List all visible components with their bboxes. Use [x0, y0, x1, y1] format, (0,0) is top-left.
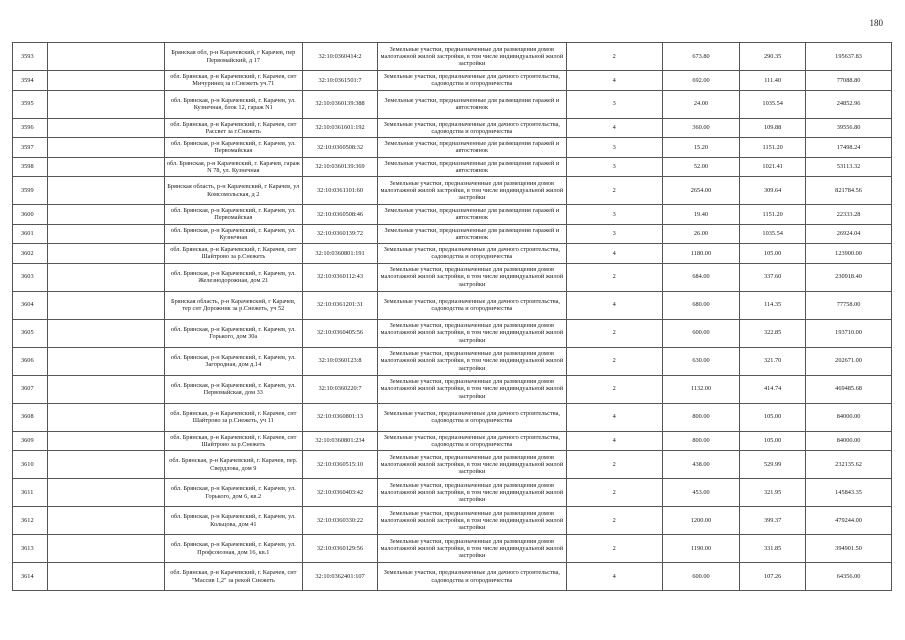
group-cell: 2 [566, 375, 662, 403]
cadastral-value-cell: 26924.04 [806, 224, 892, 244]
group-cell: 2 [566, 507, 662, 535]
unit-value-cell: 109.88 [740, 118, 806, 138]
cadastral-number-cell: 32:10:0361201:31 [302, 291, 377, 319]
area-cell: 2654.00 [662, 177, 739, 205]
cadastral-number-cell: 32:10:0360330:22 [302, 507, 377, 535]
cadastral-number-cell: 32:10:0361501:7 [302, 71, 377, 91]
empty-cell [47, 205, 164, 225]
area-cell: 15.20 [662, 138, 739, 158]
address-cell: обл. Брянская, р-н Карачевский, г. Карачев, снт Шайтрово за р.Снежеть [164, 431, 302, 451]
group-cell: 4 [566, 71, 662, 91]
table-row [13, 263, 892, 291]
row-number: 3594 [13, 71, 48, 91]
row-number: 3607 [13, 375, 48, 403]
table-row [13, 118, 892, 138]
land-use-cell: Земельные участки, предназначенные для размещения гаражей и автостоянок [378, 224, 566, 244]
cadastral-number-cell: 32:10:0362401:107 [302, 563, 377, 591]
table-row [13, 403, 892, 431]
cadastral-number-cell: 32:10:0360515:10 [302, 451, 377, 479]
address-cell: обл. Брянская, р-н Карачевский, г. Карачев, снт Рассвет за г.Снежеть [164, 118, 302, 138]
empty-cell [47, 291, 164, 319]
address-cell: обл. Брянская, р-н Карачевский, г. Карачев, снт Шайтрово за р.Снежеть, уч 11 [164, 403, 302, 431]
land-use-cell: Земельные участки, предназначенные для размещения гаражей и автостоянок [378, 205, 566, 225]
group-cell: 3 [566, 138, 662, 158]
cadastral-value-cell: 53113.32 [806, 157, 892, 177]
cadastral-number-cell: 32:10:0360403:42 [302, 479, 377, 507]
group-cell: 2 [566, 479, 662, 507]
row-number: 3593 [13, 43, 48, 71]
land-use-cell: Земельные участки, предназначенные для размещения домов малоэтажной жилой застройки, в том числе индивидуальной жилой застройки [378, 535, 566, 563]
address-cell: обл. Брянская, р-н Карачевский, г. Карачев, снт "Массив 1,2" за рекой Снежеть [164, 563, 302, 591]
land-use-cell: Земельные участки, предназначенные для дачного строительства, садоводства и огородничества [378, 431, 566, 451]
area-cell: 1132.00 [662, 375, 739, 403]
land-use-cell: Земельные участки, предназначенные для размещения домов малоэтажной жилой застройки, в том числе индивидуальной жилой застройки [378, 263, 566, 291]
cadastral-number-cell: 32:10:0360123:8 [302, 347, 377, 375]
row-number: 3596 [13, 118, 48, 138]
area-cell: 19.40 [662, 205, 739, 225]
row-number: 3597 [13, 138, 48, 158]
cadastral-value-cell: 145843.35 [806, 479, 892, 507]
empty-cell [47, 451, 164, 479]
cadastral-value-cell: 77088.80 [806, 71, 892, 91]
unit-value-cell: 337.60 [740, 263, 806, 291]
area-cell: 1190.00 [662, 535, 739, 563]
table-row [13, 157, 892, 177]
cadastral-value-table [12, 42, 892, 591]
land-use-cell: Земельные участки, предназначенные для размещения домов малоэтажной жилой застройки, в том числе индивидуальной жилой застройки [378, 177, 566, 205]
table-row [13, 563, 892, 591]
row-number: 3614 [13, 563, 48, 591]
unit-value-cell: 322.85 [740, 319, 806, 347]
table-row [13, 431, 892, 451]
land-use-cell: Земельные участки, предназначенные для размещения домов малоэтажной жилой застройки, в том числе индивидуальной жилой застройки [378, 451, 566, 479]
unit-value-cell: 331.85 [740, 535, 806, 563]
area-cell: 1180.00 [662, 244, 739, 264]
cadastral-value-cell: 479244.00 [806, 507, 892, 535]
cadastral-number-cell: 32:10:0360220:7 [302, 375, 377, 403]
area-cell: 360.00 [662, 118, 739, 138]
cadastral-value-cell: 232135.62 [806, 451, 892, 479]
group-cell: 3 [566, 90, 662, 118]
row-number: 3613 [13, 535, 48, 563]
empty-cell [47, 157, 164, 177]
row-number: 3598 [13, 157, 48, 177]
group-cell: 2 [566, 319, 662, 347]
area-cell: 684.00 [662, 263, 739, 291]
cadastral-value-cell: 39556.80 [806, 118, 892, 138]
group-cell: 4 [566, 291, 662, 319]
row-number: 3611 [13, 479, 48, 507]
cadastral-number-cell: 32:10:0360801:13 [302, 403, 377, 431]
cadastral-value-cell: 394901.50 [806, 535, 892, 563]
unit-value-cell: 321.70 [740, 347, 806, 375]
area-cell: 692.00 [662, 71, 739, 91]
cadastral-value-cell: 202671.00 [806, 347, 892, 375]
address-cell: Брянская обл, р-н Карачевский, г Карачев, пер Первомайский, д 17 [164, 43, 302, 71]
empty-cell [47, 244, 164, 264]
empty-cell [47, 118, 164, 138]
cadastral-value-cell: 64356.00 [806, 563, 892, 591]
cadastral-number-cell: 32:10:0360139:72 [302, 224, 377, 244]
table-row [13, 205, 892, 225]
area-cell: 680.00 [662, 291, 739, 319]
address-cell: Брянская область, р-н Карачевский, г Карачев, ул Комсомольская, д 2 [164, 177, 302, 205]
empty-cell [47, 535, 164, 563]
table-row [13, 244, 892, 264]
cadastral-number-cell: 32:10:0360508:46 [302, 205, 377, 225]
empty-cell [47, 43, 164, 71]
unit-value-cell: 1151.20 [740, 205, 806, 225]
group-cell: 2 [566, 177, 662, 205]
empty-cell [47, 138, 164, 158]
land-use-cell: Земельные участки, предназначенные для дачного строительства, садоводства и огородничества [378, 563, 566, 591]
area-cell: 26.00 [662, 224, 739, 244]
cadastral-value-cell: 193710.00 [806, 319, 892, 347]
cadastral-value-cell: 230918.40 [806, 263, 892, 291]
unit-value-cell: 111.40 [740, 71, 806, 91]
area-cell: 1200.00 [662, 507, 739, 535]
table-row [13, 43, 892, 71]
table-row [13, 451, 892, 479]
cadastral-value-cell: 22333.28 [806, 205, 892, 225]
cadastral-number-cell: 32:10:0360414:2 [302, 43, 377, 71]
unit-value-cell: 1151.20 [740, 138, 806, 158]
area-cell: 453.00 [662, 479, 739, 507]
table-row [13, 71, 892, 91]
land-use-cell: Земельные участки, предназначенные для дачного строительства, садоводства и огородничества [378, 403, 566, 431]
address-cell: обл. Брянская, р-н Карачевский, г. Карачев, ул. Первомайская [164, 205, 302, 225]
table-row [13, 291, 892, 319]
empty-cell [47, 319, 164, 347]
unit-value-cell: 107.26 [740, 563, 806, 591]
land-use-cell: Земельные участки, предназначенные для размещения домов малоэтажной жилой застройки, в том числе индивидуальной жилой застройки [378, 507, 566, 535]
group-cell: 4 [566, 431, 662, 451]
group-cell: 2 [566, 451, 662, 479]
cadastral-value-cell: 469485.68 [806, 375, 892, 403]
group-cell: 2 [566, 43, 662, 71]
address-cell: обл. Брянская, р-н Карачевский, г. Карачев, ул. Кузнечная, блок 12, гараж N1 [164, 90, 302, 118]
empty-cell [47, 563, 164, 591]
area-cell: 673.80 [662, 43, 739, 71]
cadastral-value-cell: 84000.00 [806, 431, 892, 451]
row-number: 3609 [13, 431, 48, 451]
table-row [13, 479, 892, 507]
row-number: 3608 [13, 403, 48, 431]
land-use-cell: Земельные участки, предназначенные для дачного строительства, садоводства и огородничества [378, 71, 566, 91]
row-number: 3604 [13, 291, 48, 319]
group-cell: 3 [566, 224, 662, 244]
row-number: 3603 [13, 263, 48, 291]
table-body [13, 43, 892, 591]
unit-value-cell: 309.64 [740, 177, 806, 205]
group-cell: 3 [566, 157, 662, 177]
row-number: 3599 [13, 177, 48, 205]
address-cell: обл. Брянская, р-н Карачевский, г. Карачев, ул. Железнодорожная, дом 21 [164, 263, 302, 291]
unit-value-cell: 399.37 [740, 507, 806, 535]
address-cell: Брянская область, р-н Карачевский, г Карачев, тер снт Дорожник за р.Снежеть, уч 52 [164, 291, 302, 319]
table-row [13, 224, 892, 244]
row-number: 3612 [13, 507, 48, 535]
land-use-cell: Земельные участки, предназначенные для дачного строительства, садоводства и огородничества [378, 291, 566, 319]
cadastral-number-cell: 32:10:0360508:32 [302, 138, 377, 158]
cadastral-number-cell: 32:10:0360801:234 [302, 431, 377, 451]
empty-cell [47, 431, 164, 451]
address-cell: обл. Брянская, р-н Карачевский, г. Карачев, ул. Профсоюзная, дом 16, кв.1 [164, 535, 302, 563]
empty-cell [47, 375, 164, 403]
table-row [13, 177, 892, 205]
cadastral-number-cell: 32:10:0360139:369 [302, 157, 377, 177]
land-use-cell: Земельные участки, предназначенные для размещения домов малоэтажной жилой застройки, в том числе индивидуальной жилой застройки [378, 375, 566, 403]
group-cell: 4 [566, 403, 662, 431]
address-cell: обл. Брянская, р-н Карачевский, г. Карачев, гараж N 78, ул. Кузнечная [164, 157, 302, 177]
address-cell: обл. Брянская, р-н Карачевский, г. Карачев, ул. Первомайская, дом 33 [164, 375, 302, 403]
empty-cell [47, 263, 164, 291]
row-number: 3602 [13, 244, 48, 264]
row-number: 3595 [13, 90, 48, 118]
group-cell: 2 [566, 535, 662, 563]
cadastral-value-cell: 17498.24 [806, 138, 892, 158]
cadastral-value-cell: 821784.56 [806, 177, 892, 205]
cadastral-value-cell: 84000.00 [806, 403, 892, 431]
area-cell: 630.00 [662, 347, 739, 375]
cadastral-number-cell: 32:10:0360129:56 [302, 535, 377, 563]
cadastral-value-cell: 123900.00 [806, 244, 892, 264]
land-use-cell: Земельные участки, предназначенные для размещения гаражей и автостоянок [378, 138, 566, 158]
unit-value-cell: 321.95 [740, 479, 806, 507]
cadastral-number-cell: 32:10:0361601:192 [302, 118, 377, 138]
unit-value-cell: 105.00 [740, 403, 806, 431]
cadastral-number-cell: 32:10:0361101:60 [302, 177, 377, 205]
group-cell: 2 [566, 263, 662, 291]
table-row [13, 347, 892, 375]
address-cell: обл. Брянская, р-н Карачевский, г. Карачев, снт Шайтрово за р.Снежеть [164, 244, 302, 264]
unit-value-cell: 1021.41 [740, 157, 806, 177]
table-row [13, 90, 892, 118]
empty-cell [47, 507, 164, 535]
cadastral-value-cell: 77758.00 [806, 291, 892, 319]
empty-cell [47, 224, 164, 244]
area-cell: 800.00 [662, 431, 739, 451]
land-use-cell: Земельные участки, предназначенные для размещения гаражей и автостоянок [378, 157, 566, 177]
land-use-cell: Земельные участки, предназначенные для размещения домов малоэтажной жилой застройки, в том числе индивидуальной жилой застройки [378, 347, 566, 375]
area-cell: 52.00 [662, 157, 739, 177]
cadastral-number-cell: 32:10:0360801:191 [302, 244, 377, 264]
unit-value-cell: 105.00 [740, 431, 806, 451]
group-cell: 4 [566, 118, 662, 138]
land-use-cell: Земельные участки, предназначенные для размещения домов малоэтажной жилой застройки, в том числе индивидуальной жилой застройки [378, 43, 566, 71]
area-cell: 800.00 [662, 403, 739, 431]
row-number: 3610 [13, 451, 48, 479]
address-cell: обл. Брянская, р-н Карачевский, г. Карачев, ул. Кольцова, дом 41 [164, 507, 302, 535]
address-cell: обл. Брянская, р-н Карачевский, г. Карачев, ул. Загородная, дом д.14 [164, 347, 302, 375]
unit-value-cell: 414.74 [740, 375, 806, 403]
area-cell: 600.00 [662, 563, 739, 591]
row-number: 3600 [13, 205, 48, 225]
group-cell: 2 [566, 347, 662, 375]
group-cell: 4 [566, 563, 662, 591]
unit-value-cell: 290.35 [740, 43, 806, 71]
cadastral-value-cell: 195637.83 [806, 43, 892, 71]
unit-value-cell: 1035.54 [740, 224, 806, 244]
group-cell: 4 [566, 244, 662, 264]
address-cell: обл. Брянская, р-н Карачевский, г. Карачев, ул. Горького, дом 6, кв.2 [164, 479, 302, 507]
unit-value-cell: 105.00 [740, 244, 806, 264]
group-cell: 3 [566, 205, 662, 225]
land-use-cell: Земельные участки, предназначенные для размещения домов малоэтажной жилой застройки, в том числе индивидуальной жилой застройки [378, 319, 566, 347]
land-use-cell: Земельные участки, предназначенные для размещения домов малоэтажной жилой застройки, в том числе индивидуальной жилой застройки [378, 479, 566, 507]
empty-cell [47, 90, 164, 118]
address-cell: обл. Брянская, р-н Карачевский, г. Карачев, ул. Горького, дом 30а [164, 319, 302, 347]
cadastral-number-cell: 32:10:0360112:43 [302, 263, 377, 291]
empty-cell [47, 177, 164, 205]
row-number: 3606 [13, 347, 48, 375]
table-row [13, 507, 892, 535]
area-cell: 438.00 [662, 451, 739, 479]
area-cell: 600.00 [662, 319, 739, 347]
row-number: 3601 [13, 224, 48, 244]
land-use-cell: Земельные участки, предназначенные для дачного строительства, садоводства и огородничества [378, 244, 566, 264]
land-use-cell: Земельные участки, предназначенные для дачного строительства, садоводства и огородничества [378, 118, 566, 138]
address-cell: обл. Брянская, р-н Карачевский, г. Карачев, ул. Первомайская [164, 138, 302, 158]
area-cell: 24.00 [662, 90, 739, 118]
table-row [13, 138, 892, 158]
cadastral-number-cell: 32:10:0360139:388 [302, 90, 377, 118]
unit-value-cell: 529.99 [740, 451, 806, 479]
address-cell: обл. Брянская, р-н Карачевский, г. Карачев, снт Мичуринец за г.Снежеть уч.71 [164, 71, 302, 91]
table-row [13, 319, 892, 347]
empty-cell [47, 347, 164, 375]
table-row [13, 375, 892, 403]
empty-cell [47, 403, 164, 431]
unit-value-cell: 1035.54 [740, 90, 806, 118]
cadastral-number-cell: 32:10:0360405:56 [302, 319, 377, 347]
row-number: 3605 [13, 319, 48, 347]
address-cell: обл. Брянская, р-н Карачевский, г. Карачев, ул. Кузнечная [164, 224, 302, 244]
land-use-cell: Земельные участки, предназначенные для размещения гаражей и автостоянок [378, 90, 566, 118]
empty-cell [47, 479, 164, 507]
cadastral-value-cell: 24852.96 [806, 90, 892, 118]
table-row [13, 535, 892, 563]
unit-value-cell: 114.35 [740, 291, 806, 319]
empty-cell [47, 71, 164, 91]
page-number: 180 [869, 18, 883, 28]
address-cell: обл. Брянская, р-н Карачевский, г. Карачев, пер. Свердлова, дом 9 [164, 451, 302, 479]
